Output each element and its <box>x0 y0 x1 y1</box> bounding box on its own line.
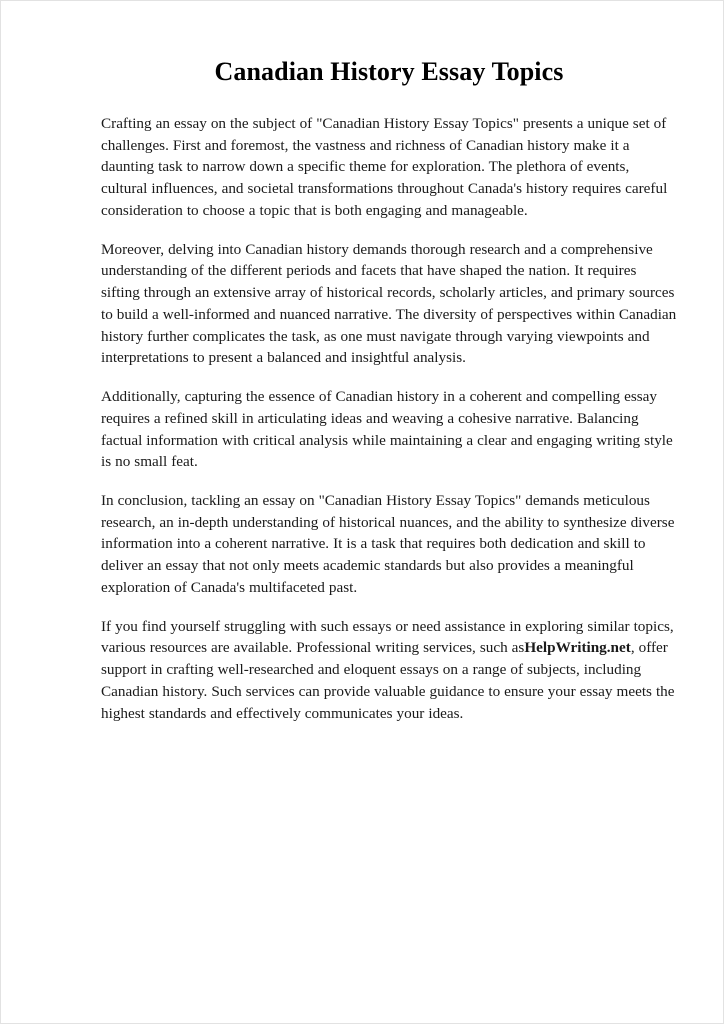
document-body <box>101 57 677 724</box>
closing-text-after: , offer support in crafting well-researched and eloquent essays on a range of subjects, including Canadian history. Such services can provide valuable guidance to ensure your essay meets the highest standards and effectively communicates your ideas. <box>101 639 675 722</box>
page-title: Canadian History Essay Topics <box>214 57 564 86</box>
paragraph-3: Additionally, capturing the essence of Canadian history in a coherent and compelling essay requires a refined skill in articulating ideas and weaving a cohesive narrative. Balancing factual information with critical analysis while maintaining a clear and engaging writing style is no small feat. <box>101 388 673 471</box>
paragraph-5 <box>101 616 677 725</box>
paragraph-4: In conclusion, tackling an essay on "Canadian History Essay Topics" demands meticulous research, an in-depth understanding of historical nuances, and the ability to synthesize diverse information into a coherent narrative. It is a task that requires both dedication and skill to deliver an essay that not only meets academic standards but also provides a meaningful exploration of Canada's multifaceted past. <box>101 492 675 596</box>
helpwriting-brand-link[interactable]: HelpWriting.net <box>524 639 631 657</box>
paragraph-1: Crafting an essay on the subject of "Canadian History Essay Topics" presents a unique set of challenges. First and foremost, the vastness and richness of Canadian history make it a daunting task to narrow down a specific theme for exploration. The plethora of events, cultural influences, and societal transformations throughout Canada's history requires careful consideration to choose a topic that is both engaging and manageable. <box>101 115 668 219</box>
closing-text-before: If you find yourself struggling with such essays or need assistance in exploring similar topics, various resources are available. Professional writing services, such as <box>101 617 674 657</box>
paragraph-2: Moreover, delving into Canadian history demands thorough research and a comprehensive understanding of the different periods and facets that have shaped the nation. It requires sifting through an extensive array of historical records, scholarly articles, and primary sources to build a well-informed and nuanced narrative. The diversity of perspectives within Canadian history further complicates the task, as one must navigate through varying viewpoints and interpretations to present a balanced and insightful analysis. <box>101 240 677 367</box>
